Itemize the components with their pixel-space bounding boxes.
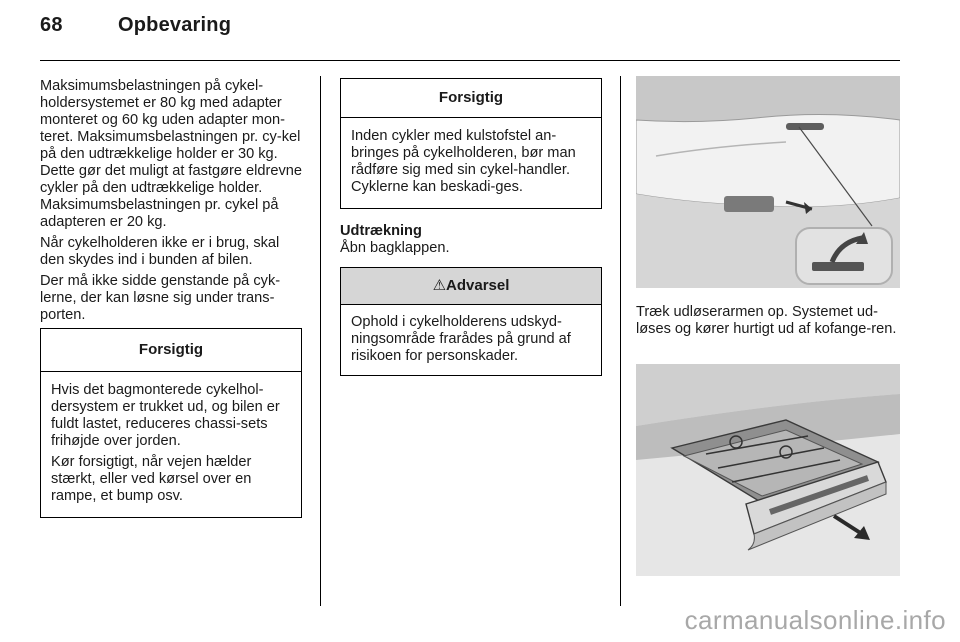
column-divider-2 — [620, 76, 621, 606]
caution-title: Forsigtig — [341, 79, 601, 118]
caution-box-carbon — [340, 78, 602, 209]
caution-text: Inden cykler med kulstofstel an-bringes på cykelholderen, bør man rådføre sig med sin cykel-handler. Cyklerne kan beskadi-ges. — [351, 128, 576, 195]
page-number: 68 — [40, 14, 63, 36]
caution-box-clearance — [40, 328, 302, 518]
paragraph-loose-items: Der må ikke sidde genstande på cyk-lerne, der kan løsne sig under trans-porten. — [40, 273, 281, 323]
caution-text-2: Kør forsigtigt, når vejen hælder stærkt, eller ved kørsel over en rampe, et bump osv. — [51, 454, 252, 504]
figure1-caption: Træk udløserarmen op. Systemet ud-løses og kører hurtigt ud af kofange-ren. — [636, 304, 897, 337]
section-text: Åbn bagklappen. — [340, 240, 450, 256]
figure-release-lever — [636, 76, 900, 288]
watermark: carmanualsonline.info — [684, 605, 946, 635]
release-lever-illustration — [636, 76, 900, 288]
page-title: Opbevaring — [118, 14, 232, 36]
caution-text-1: Hvis det bagmonterede cykelhol-dersystem er trukket ud, og bilen er fuldt lastet, reduceres chassi-sets frihøjde over jorden. — [51, 382, 280, 449]
figure-carrier-extended — [636, 364, 900, 576]
warning-title: Advarsel — [446, 277, 510, 294]
section-heading: Udtrækning — [340, 223, 422, 239]
warning-text: Ophold i cykelholderens udskyd-ningsområde frarådes på grund af risikoen for personskader. — [351, 314, 571, 364]
carrier-extended-illustration — [636, 364, 900, 576]
warning-title-bar — [341, 268, 601, 305]
column-2 — [340, 78, 602, 376]
caution-title: Forsigtig — [41, 329, 301, 372]
page-header — [40, 14, 231, 37]
warning-icon: ⚠ — [432, 277, 447, 294]
paragraph-load-limits: Maksimumsbelastningen på cykel-holdersystemet er 80 kg med adapter monteret og 60 kg uden adapter mon-teret. Maksimumsbelastningen pr. cy-kel på den udtrækkelige holder er 30 kg. Dette gør det muligt at fastgøre eldrevne cykler på den udtrækkelige holder. Maksimumsbelastningen pr. cykel på adapteren er 20 kg. — [40, 78, 302, 230]
warning-box — [340, 267, 602, 376]
paragraph-stow: Når cykelholderen ikke er i brug, skal den skydes ind i bunden af bilen. — [40, 235, 280, 268]
column-1 — [40, 78, 305, 518]
header-rule — [40, 60, 900, 61]
column-divider-1 — [320, 76, 321, 606]
